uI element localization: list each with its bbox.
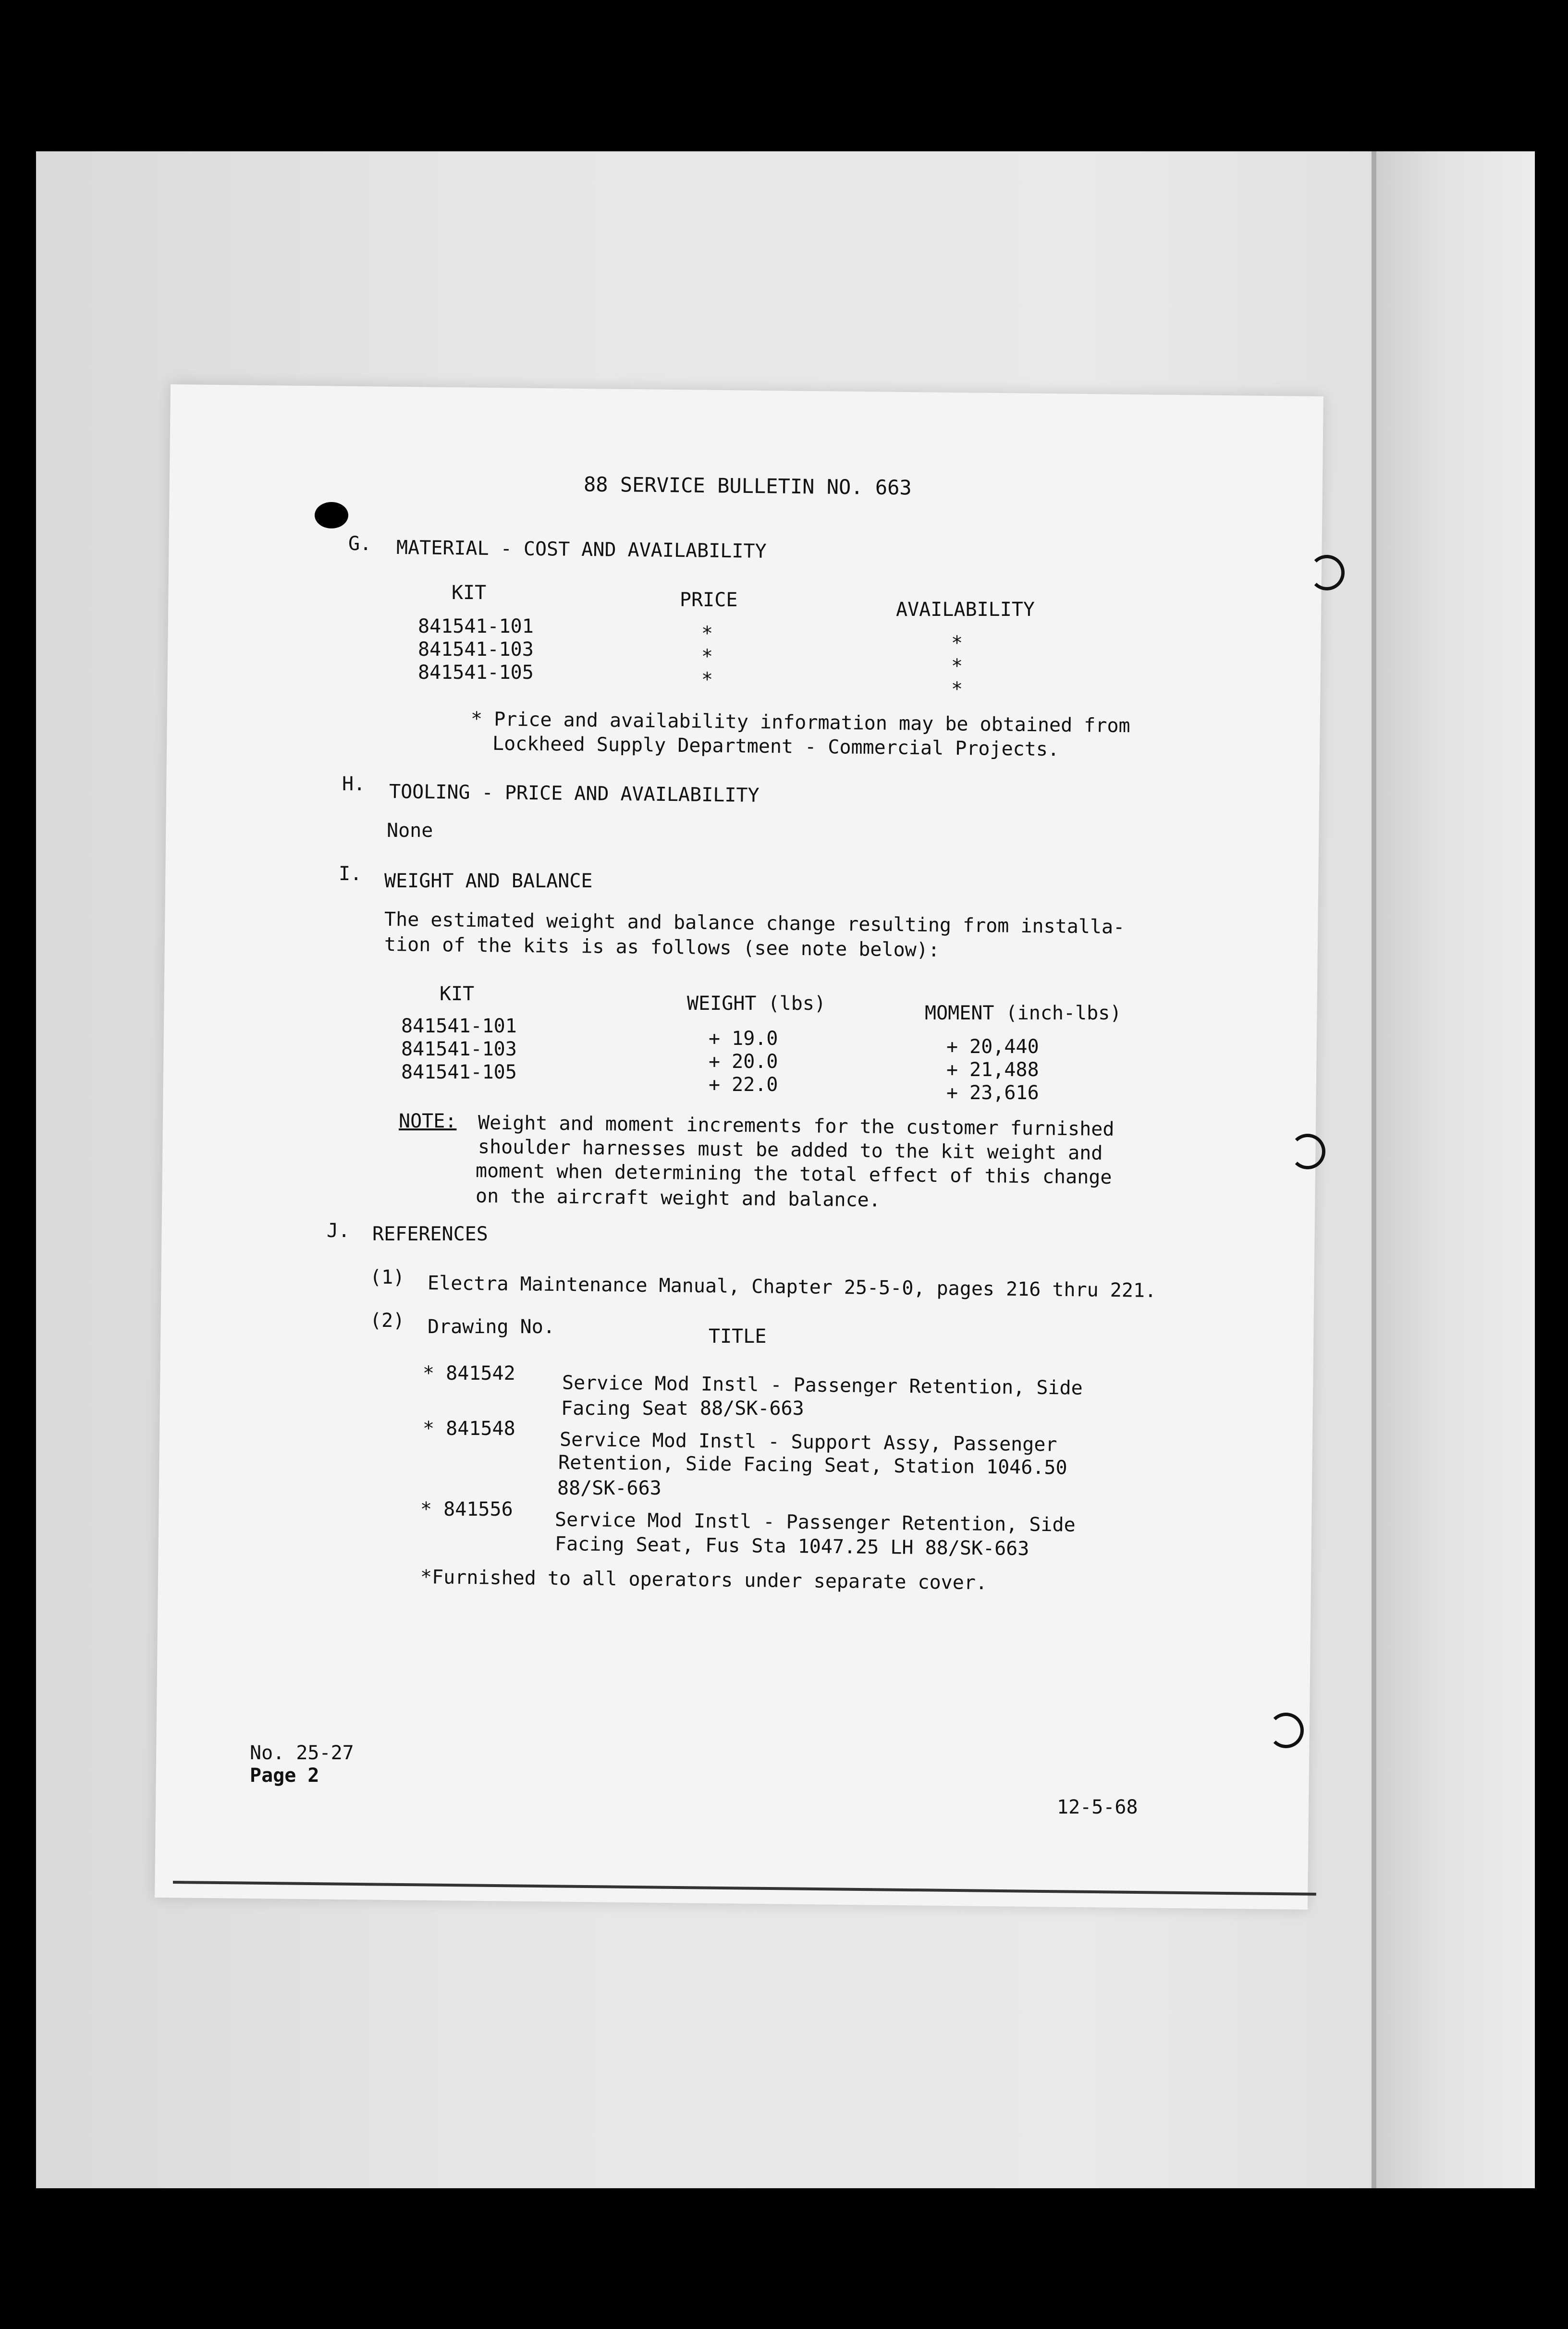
punch-hole-icon — [1268, 1713, 1304, 1748]
i-note-label: NOTE: — [399, 1110, 457, 1132]
backing-fold-line — [1372, 151, 1376, 2188]
ref-1-number: (1) — [370, 1266, 405, 1288]
drawing-title-line: Service Mod Instl - Passenger Retention, Side — [554, 1508, 1076, 1536]
i-row-kit: 841541-103 — [401, 1038, 517, 1060]
backing-right-strip — [1376, 151, 1535, 2188]
section-j-label: J. — [327, 1220, 350, 1242]
i-intro-line: The estimated weight and balance change resulting from installa- — [384, 908, 1125, 939]
drawing-title-line: Facing Seat 88/SK-663 — [561, 1397, 804, 1420]
i-col-moment: MOMENT (inch-lbs) — [925, 1002, 1122, 1024]
i-note-line: shoulder harnesses must be added to the kit weight and — [478, 1136, 1103, 1164]
drawing-title-line: Service Mod Instl - Passenger Retention, Side — [562, 1372, 1083, 1399]
i-col-kit: KIT — [440, 983, 475, 1005]
i-row-moment: + 21,488 — [946, 1059, 1039, 1081]
section-i-title: WEIGHT AND BALANCE — [384, 870, 593, 892]
i-row-moment: + 23,616 — [946, 1082, 1039, 1104]
footer-date: 12-5-68 — [1057, 1796, 1138, 1818]
drawing-title-line: Service Mod Instl - Support Assy, Passenger — [559, 1428, 1057, 1456]
g-row-kit: 841541-105 — [418, 662, 534, 684]
i-row-kit: 841541-101 — [401, 1015, 517, 1037]
ref-2-number: (2) — [370, 1310, 405, 1332]
i-row-moment: + 20,440 — [946, 1036, 1039, 1058]
g-col-availability: AVAILABILITY — [896, 599, 1035, 621]
i-note-line: on the aircraft weight and balance. — [475, 1185, 881, 1212]
footer-number: No. 25-27 — [250, 1742, 354, 1764]
g-row-price: * — [701, 623, 713, 645]
section-h-body: None — [387, 820, 433, 842]
punch-hole-icon — [1290, 1134, 1325, 1169]
ref-title-column: TITLE — [709, 1325, 767, 1348]
g-row-price: * — [701, 646, 713, 668]
drawing-number: * 841542 — [423, 1362, 515, 1385]
punch-hole-icon — [315, 502, 348, 528]
i-col-weight: WEIGHT (lbs) — [687, 993, 826, 1015]
page-title: 88 SERVICE BULLETIN NO. 663 — [583, 472, 912, 500]
g-row-availability: * — [951, 655, 963, 677]
g-col-kit: KIT — [452, 582, 487, 604]
g-col-price: PRICE — [680, 589, 738, 611]
i-note-line: moment when determining the total effect of this change — [475, 1160, 1112, 1189]
g-row-kit: 841541-101 — [418, 615, 534, 637]
section-h-title: TOOLING - PRICE AND AVAILABILITY — [389, 780, 760, 807]
drawing-title-line: Retention, Side Facing Seat, Station 1046.50 — [558, 1451, 1067, 1479]
section-g-label: G. — [348, 533, 372, 555]
g-row-availability: * — [951, 678, 963, 700]
drawing-title-line: Facing Seat, Fus Sta 1047.25 LH 88/SK-663 — [554, 1532, 1029, 1560]
section-h-label: H. — [342, 773, 366, 795]
ref-2-text: Drawing No. — [428, 1316, 555, 1338]
g-row-price: * — [701, 669, 713, 691]
g-row-availability: * — [951, 632, 963, 654]
i-row-weight: + 19.0 — [709, 1028, 778, 1050]
i-note-line: Weight and moment increments for the customer furnished — [478, 1112, 1115, 1140]
section-g-title: MATERIAL - COST AND AVAILABILITY — [396, 536, 767, 563]
ref-1-text: Electra Maintenance Manual, Chapter 25-5-0, pages 216 thru 221. — [427, 1272, 1157, 1302]
g-note-line: Lockheed Supply Department - Commercial Projects. — [492, 732, 1060, 761]
g-note-line: * Price and availability information may be obtained from — [470, 708, 1130, 737]
drawing-title-line: 88/SK-663 — [557, 1477, 662, 1499]
i-intro-line: tion of the kits is as follows (see note below): — [384, 933, 940, 962]
footer-page: Page 2 — [250, 1765, 319, 1787]
drawings-footnote: *Furnished to all operators under separate cover. — [420, 1566, 988, 1594]
i-row-weight: + 22.0 — [709, 1074, 778, 1096]
i-row-weight: + 20.0 — [709, 1051, 778, 1073]
g-row-kit: 841541-103 — [418, 638, 534, 661]
i-row-kit: 841541-105 — [401, 1061, 517, 1083]
punch-hole-icon — [1309, 555, 1345, 590]
drawing-number: * 841548 — [423, 1418, 515, 1440]
section-i-label: I. — [339, 863, 362, 885]
section-j-title: REFERENCES — [372, 1223, 488, 1245]
drawing-number: * 841556 — [420, 1498, 513, 1520]
